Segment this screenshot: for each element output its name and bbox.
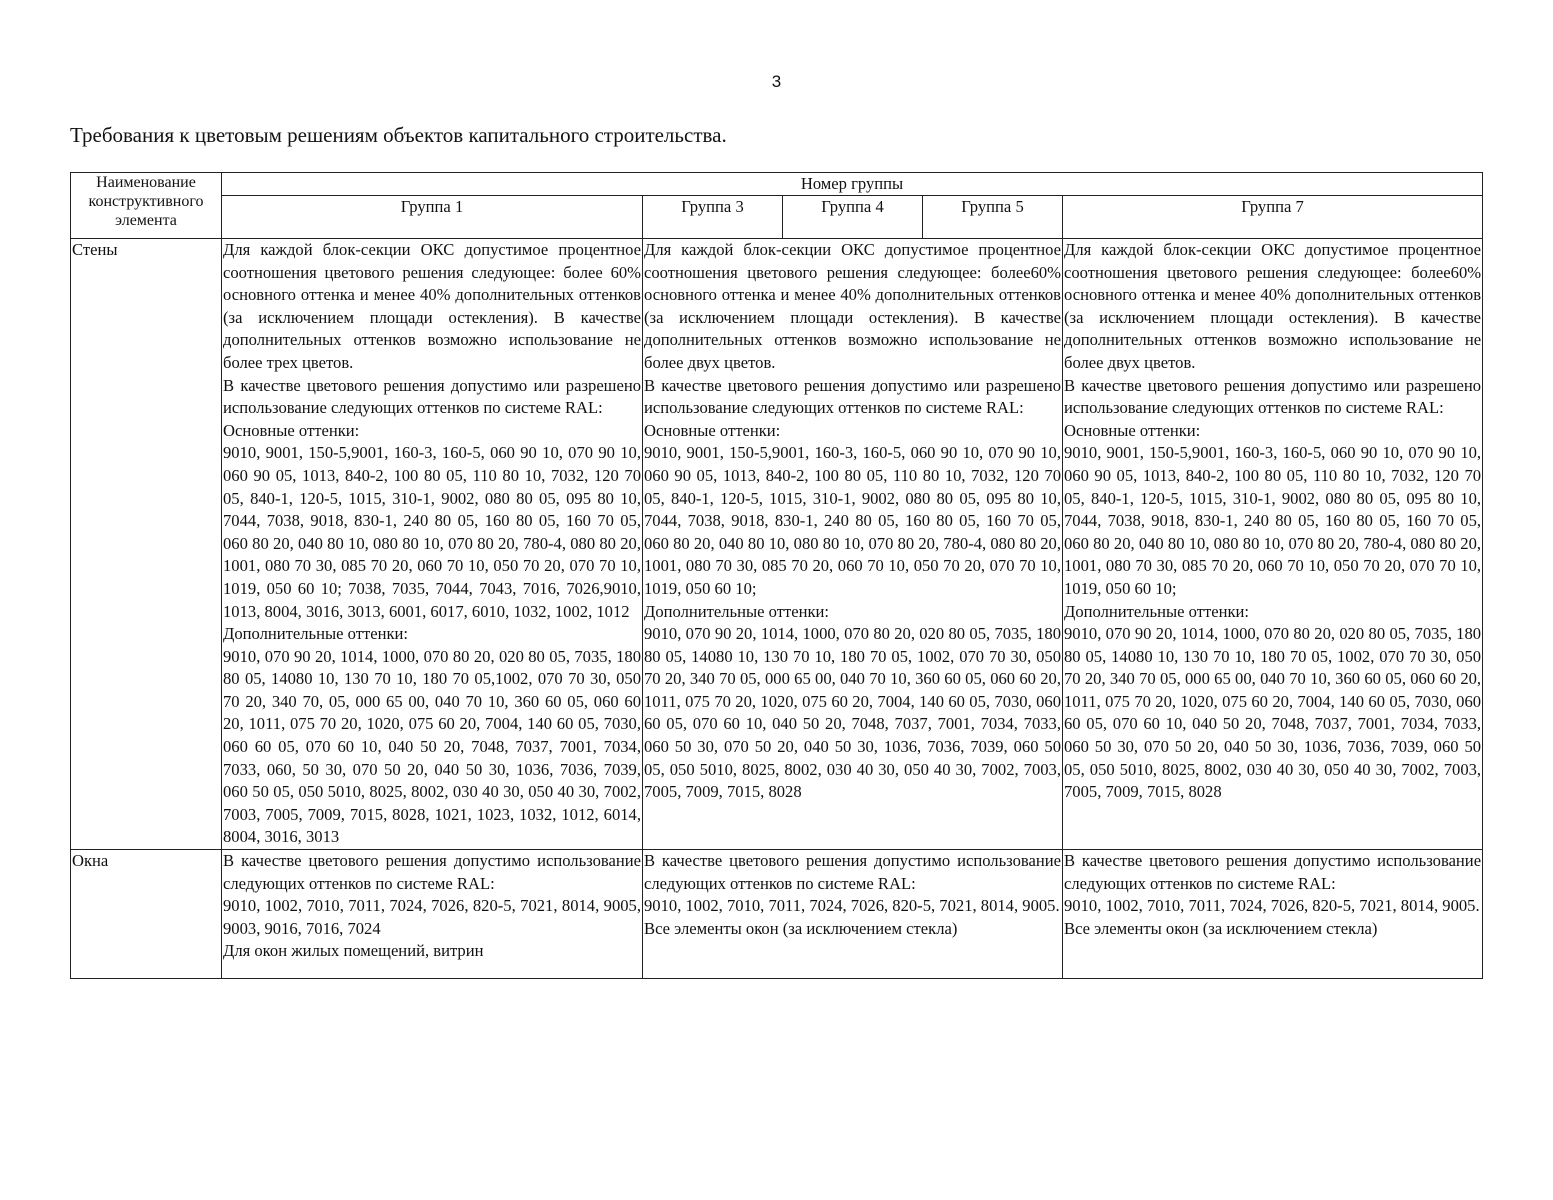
windows-group-345-cell	[643, 850, 1063, 979]
walls-group-7-cell	[1063, 239, 1483, 850]
walls-g7-ratio-text: Для каждой блок-секции ОКС допустимое процентное соотношения цветового решения следующее: более60% основного оттенка и менее 40% дополнительных оттенков (за исключением площади остекления). В качестве дополнительных оттенков возможно использование не более двух цветов.	[1064, 240, 1482, 372]
header-row-top	[71, 173, 1483, 196]
color-requirements-table	[70, 172, 1483, 979]
table-row-walls	[71, 239, 1483, 850]
walls-g1-extra-label: Дополнительные оттенки:	[223, 624, 409, 644]
windows-g345-intro: В качестве цветового решения допустимо использование следующих оттенков по системе RAL:	[644, 851, 1061, 893]
document-title: Требования к цветовым решениям объектов капитального строительства.	[70, 123, 727, 147]
header-group-1: Группа 1	[222, 196, 643, 239]
walls-g345-main-label: Основные оттенки:	[644, 420, 781, 440]
header-row-groups	[71, 196, 1483, 239]
windows-group-7-cell	[1063, 850, 1483, 979]
walls-group-1-cell	[222, 239, 643, 850]
windows-g1-shades: 9010, 1002, 7010, 7011, 7024, 7026, 820-5, 7021, 8014, 9005, 9003, 9016, 7016, 7024	[223, 896, 641, 938]
windows-g1-intro: В качестве цветового решения допустимо использование следующих оттенков по системе RAL:	[223, 851, 641, 893]
walls-g1-ral-intro: В качестве цветового решения допустимо или разрешено использование следующих оттенков по системе RAL:	[223, 375, 641, 418]
header-group-4: Группа 4	[783, 196, 923, 239]
windows-g1-note: Для окон жилых помещений, витрин	[223, 941, 484, 961]
windows-label-clip	[72, 850, 220, 978]
walls-g1-main-shades: 9010, 9001, 150-5,9001, 160-3, 160-5, 060 90 10, 070 90 10, 060 90 05, 1013, 840-2, 100 80 05, 110 80 10, 7032, 120 70 05, 840-1, 120-5, 1015, 310-1, 9002, 080 80 05, 095 80 10, 7044, 7038, 9018, 830-1, 240 80 05, 160 80 05, 160 70 05, 060 80 20, 040 80 10, 080 80 10, 070 80 20, 780-4, 080 80 20, 1001, 080 70 30, 085 70 20, 060 70 10, 050 70 20, 070 70 10, 1019, 050 60 10; 7038, 7035, 7044, 7043, 7016, 7026,9010, 1013, 8004, 3016, 3013, 6001, 6017, 6010, 1032, 1002, 1012	[223, 443, 641, 621]
windows-g345-clip	[644, 850, 1061, 978]
walls-g7-extra-label: Дополнительные оттенки:	[1064, 601, 1250, 621]
walls-g345-extra-label: Дополнительные оттенки:	[644, 601, 830, 621]
windows-g345-shades: 9010, 1002, 7010, 7011, 7024, 7026, 820-5, 7021, 8014, 9005.	[644, 896, 1060, 916]
windows-g7-intro: В качестве цветового решения допустимо использование следующих оттенков по системе RAL:	[1064, 851, 1482, 893]
walls-group-345-cell	[643, 239, 1063, 850]
header-group-5: Группа 5	[923, 196, 1063, 239]
row-label-walls: Стены	[71, 239, 222, 850]
windows-group-1-cell	[222, 850, 643, 979]
windows-g7-note: Все элементы окон (за исключением стекла)	[1064, 918, 1378, 938]
header-group-number: Номер группы	[222, 173, 1483, 196]
header-element-name: Наименование конструктивного элемента	[71, 173, 222, 239]
walls-g7-main-label: Основные оттенки:	[1064, 420, 1201, 440]
table-row-windows	[71, 850, 1483, 979]
walls-g7-ral-intro: В качестве цветового решения допустимо или разрешено использование следующих оттенков по системе RAL:	[1064, 375, 1482, 418]
header-group-3: Группа 3	[643, 196, 783, 239]
walls-g7-main-shades: 9010, 9001, 150-5,9001, 160-3, 160-5, 060 90 10, 070 90 10, 060 90 05, 1013, 840-2, 100 80 05, 110 80 10, 7032, 120 70 05, 840-1, 120-5, 1015, 310-1, 9002, 080 80 05, 095 80 10, 7044, 7038, 9018, 830-1, 240 80 05, 160 80 05, 160 70 05, 060 80 20, 040 80 10, 080 80 10, 070 80 20, 780-4, 080 80 20, 1001, 080 70 30, 085 70 20, 060 70 10, 050 70 20, 070 70 10, 1019, 050 60 10;	[1064, 443, 1482, 598]
windows-g1-clip	[223, 850, 641, 978]
header-group-7: Группа 7	[1063, 196, 1483, 239]
walls-g345-ral-intro: В качестве цветового решения допустимо или разрешено использование следующих оттенков по системе RAL:	[644, 375, 1061, 418]
windows-g7-shades: 9010, 1002, 7010, 7011, 7024, 7026, 820-5, 7021, 8014, 9005.	[1064, 896, 1480, 916]
walls-g345-main-shades: 9010, 9001, 150-5,9001, 160-3, 160-5, 060 90 10, 070 90 10, 060 90 05, 1013, 840-2, 100 80 05, 110 80 10, 7032, 120 70 05, 840-1, 120-5, 1015, 310-1, 9002, 080 80 05, 095 80 10, 7044, 7038, 9018, 830-1, 240 80 05, 160 80 05, 160 70 05, 060 80 20, 040 80 10, 080 80 10, 070 80 20, 780-4, 080 80 20, 1001, 080 70 30, 085 70 20, 060 70 10, 050 70 20, 070 70 10, 1019, 050 60 10;	[644, 443, 1061, 598]
walls-g7-extra-shades: 9010, 070 90 20, 1014, 1000, 070 80 20, 020 80 05, 7035, 180 80 05, 14080 10, 130 70 10, 180 70 05, 1002, 070 70 30, 050 70 20, 340 70 05, 000 65 00, 040 70 10, 360 60 05, 060 60 20, 1011, 075 70 20, 1020, 075 60 20, 7004, 140 60 05, 7030, 060 60 05, 070 60 10, 040 50 20, 7048, 7037, 7001, 7034, 7033, 060 50 30, 070 50 20, 040 50 30, 1036, 7036, 7039, 060 50 05, 050 5010, 8025, 8002, 030 40 30, 050 40 30, 7002, 7003, 7005, 7009, 7015, 8028	[1064, 624, 1482, 802]
walls-g345-extra-shades: 9010, 070 90 20, 1014, 1000, 070 80 20, 020 80 05, 7035, 180 80 05, 14080 10, 130 70 10, 180 70 05, 1002, 070 70 30, 050 70 20, 340 70 05, 000 65 00, 040 70 10, 360 60 05, 060 60 20, 1011, 075 70 20, 1020, 075 60 20, 7004, 140 60 05, 7030, 060 60 05, 070 60 10, 040 50 20, 7048, 7037, 7001, 7034, 7033, 060 50 30, 070 50 20, 040 50 30, 1036, 7036, 7039, 060 50 05, 050 5010, 8025, 8002, 030 40 30, 050 40 30, 7002, 7003, 7005, 7009, 7015, 8028	[644, 624, 1061, 802]
walls-g1-extra-shades: 9010, 070 90 20, 1014, 1000, 070 80 20, 020 80 05, 7035, 180 80 05, 14080 10, 130 70 10, 180 70 05,1002, 070 70 30, 050 70 20, 340 70, 05, 000 65 00, 040 70 10, 360 60 05, 060 60 20, 1011, 075 70 20, 1020, 075 60 20, 7004, 140 60 05, 7030, 060 60 05, 070 60 10, 040 50 20, 7048, 7037, 7001, 7034, 7033, 060, 50 30, 070 50 20, 040 50 30, 1036, 7036, 7039, 060 50 05, 050 5010, 8025, 8002, 030 40 30, 050 40 30, 7002, 7003, 7005, 7009, 7015, 8028, 1021, 1023, 1032, 1012, 6014, 8004, 3016, 3013	[223, 646, 641, 847]
page-number: 3	[771, 72, 782, 91]
walls-g1-ratio-text: Для каждой блок-секции ОКС допустимое процентное соотношения цветового решения следующее: более 60% основного оттенка и менее 40% дополнительных оттенков (за исключением площади остекления). В качестве дополнительных оттенков возможно использование не более трех цветов.	[223, 240, 641, 372]
windows-g7-clip	[1064, 850, 1481, 978]
windows-g345-note: Все элементы окон (за исключением стекла)	[644, 918, 958, 938]
walls-g1-main-label: Основные оттенки:	[223, 420, 360, 440]
row-label-windows	[71, 850, 222, 979]
windows-label-text: Окна	[72, 851, 109, 871]
walls-g345-ratio-text: Для каждой блок-секции ОКС допустимое процентное соотношения цветового решения следующее: более60% основного оттенка и менее 40% дополнительных оттенков (за исключением площади остекления). В качестве дополнительных оттенков возможно использование не более двух цветов.	[644, 240, 1061, 372]
